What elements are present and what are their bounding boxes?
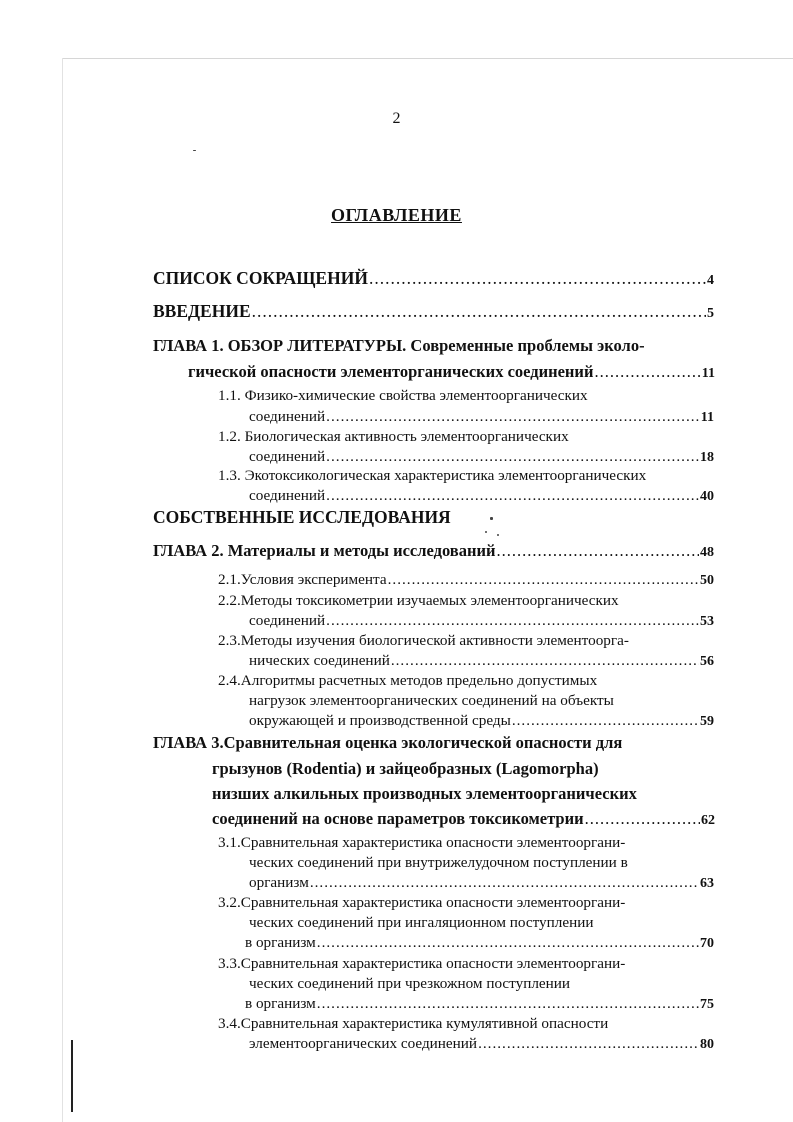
toc-section-1-1-line1 [218,387,588,405]
section-text: Сравнительная характеристика кумулятивной опасности [240,1015,609,1032]
toc-section-2-2 [249,612,714,630]
section-number: 2.3. [218,632,241,649]
toc-page-number: 59 [700,714,714,729]
section-text: Методы изучения биологической активности элементоорга- [240,632,629,649]
toc-section-2-4-line2: нагрузок элементоорганических соединений на объекты [249,692,614,709]
toc-entry-introduction [153,301,714,322]
scan-speck [490,517,493,520]
toc-section-2-3-line1 [218,632,629,650]
toc-page-number: 56 [700,654,714,669]
toc-entry-text: организм [249,874,309,891]
toc-chapter-1-line1: ГЛАВА 1. ОБЗОР ЛИТЕРАТУРЫ. Современные проблемы эколо- [153,336,645,355]
toc-section-1-3 [249,487,714,505]
toc-section-3-3-line2: ческих соединений при чрезкожном поступлении [249,975,571,992]
toc-section-3-2-line2: ческих соединений при ингаляционном поступлении [249,914,594,931]
toc-page-number: 70 [700,936,714,951]
section-text: Алгоритмы расчетных методов предельно допустимых [240,672,598,689]
toc-entry-text: СПИСОК СОКРАЩЕНИЙ [153,268,368,288]
section-number: 3.1. [218,834,241,851]
toc-chapter-3-line1: ГЛАВА 3.Сравнительная оценка экологической опасности для [153,733,623,752]
dot-leader [497,541,700,561]
toc-section-3-3 [245,995,714,1013]
toc-section-3-1 [249,874,714,892]
toc-chapter-1 [188,362,715,382]
toc-section-1-2 [249,448,714,466]
toc-page-number: 48 [700,545,714,560]
dot-leader [310,874,699,892]
toc-chapter-3 [212,809,715,829]
toc-section-1-3-line1 [218,467,646,485]
toc-section-3-3-line1 [218,955,625,973]
toc-section-3-2-line1 [218,894,625,912]
dot-leader [252,301,706,322]
margin-mark [71,1040,73,1112]
toc-page-number: 80 [700,1037,714,1052]
toc-section-3-4 [249,1035,714,1053]
toc-entry-text: в организм [245,995,316,1012]
section-number: 3.3. [218,955,241,972]
toc-page-number: 18 [700,450,714,465]
section-number: 1.3. [218,467,241,484]
page-number: 2 [392,110,401,127]
toc-page-number: 11 [701,366,715,381]
toc-chapter-3-line3: низших алкильных производных элементоорганических [212,784,637,803]
toc-entry-text [218,571,387,589]
toc-entry-text: гической опасности элементорганических соединений [188,362,594,381]
toc-entry-text: соединений [249,408,326,425]
section-text: Сравнительная характеристика опасности элементооргани- [240,894,626,911]
dot-leader [594,362,700,382]
toc-entry-text: соединений на основе параметров токсикометрии [212,809,584,828]
scan-edge-top [62,58,793,59]
section-text: Условия эксперимента [240,571,387,588]
section-text: Методы токсикометрии изучаемых элементоорганических [240,592,619,609]
toc-title: ОГЛАВЛЕНИЕ [331,205,462,225]
toc-page-number: 53 [700,614,714,629]
dot-leader [317,934,699,952]
toc-entry-text: окружающей и производственной среды [249,712,511,729]
scan-speck [193,150,196,151]
section-text: Экотоксикологическая характеристика элементоорганических [244,467,647,484]
toc-page-number: 62 [701,813,715,828]
toc-entry-text: элементоорганических соединений [249,1035,478,1052]
toc-entry-abbreviations [153,268,714,289]
toc-section-2-1 [218,571,714,589]
toc-chapter-2 [153,541,714,561]
dot-leader [326,487,699,505]
toc-page-number: 40 [700,489,714,504]
section-text: Сравнительная характеристика опасности элементооргани- [240,834,626,851]
toc-page-number: 11 [700,410,714,425]
toc-section-2-3 [249,652,714,670]
dot-leader [388,571,699,589]
toc-section-3-2 [245,934,714,952]
toc-section-1-2-line1 [218,428,569,446]
section-number: 2.2. [218,592,241,609]
toc-entry-text: нических соединений [249,652,390,669]
toc-section-1-1 [249,408,714,426]
toc-part-heading: СОБСТВЕННЫЕ ИССЛЕДОВАНИЯ [153,507,451,527]
section-text: Биологическая активность элементоорганических [244,428,569,445]
toc-section-3-4-line1 [218,1015,608,1033]
toc-section-2-4 [249,712,714,730]
toc-section-3-1-line2: ческих соединений при внутрижелудочном поступлении в [249,854,628,871]
scan-speck [485,531,487,533]
toc-section-3-1-line1 [218,834,625,852]
dot-leader [317,995,699,1013]
dot-leader [478,1035,699,1053]
toc-entry-text: соединений [249,612,326,629]
toc-page-number: 5 [707,306,714,321]
toc-entry-text: в организм [245,934,316,951]
dot-leader [512,712,699,730]
section-number: 3.4. [218,1015,241,1032]
toc-section-2-2-line1 [218,592,619,610]
toc-page-number: 50 [700,573,714,588]
toc-section-2-4-line1 [218,672,597,690]
section-number: 1.1. [218,387,241,404]
toc-page-number: 4 [707,273,714,288]
toc-entry-text: соединений [249,448,326,465]
section-number: 3.2. [218,894,241,911]
toc-entry-text: ГЛАВА 2. Материалы и методы исследований [153,541,496,560]
dot-leader [585,809,700,829]
section-number: 2.1. [218,571,241,588]
dot-leader [326,612,699,630]
scan-speck [497,534,499,536]
section-number: 1.2. [218,428,241,445]
toc-entry-text: соединений [249,487,326,504]
section-text: Физико-химические свойства элементоорганических [244,387,588,404]
toc-chapter-3-line2: грызунов (Rodentia) и зайцеобразных (Lagomorpha) [212,759,599,778]
dot-leader [369,268,706,289]
toc-entry-text: ВВЕДЕНИЕ [153,301,251,321]
toc-page-number: 75 [700,997,714,1012]
dot-leader [391,652,699,670]
section-number: 2.4. [218,672,241,689]
toc-page-number: 63 [700,876,714,891]
dot-leader [326,408,700,426]
section-text: Сравнительная характеристика опасности элементооргани- [240,955,626,972]
dot-leader [326,448,699,466]
